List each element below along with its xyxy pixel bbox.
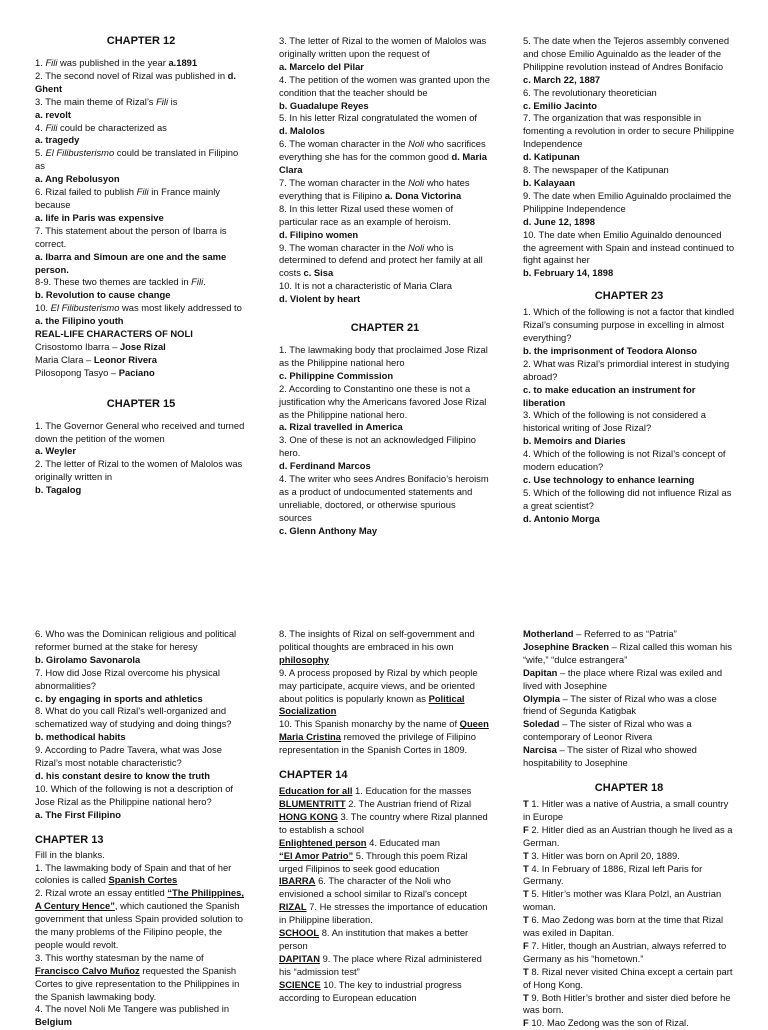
answer: c. Use technology to enhance learning (523, 474, 695, 485)
question: 8. In this letter Rizal used these women of particular race as an example of heroism. (279, 202, 454, 227)
answer: a. the Filipino youth (35, 315, 124, 327)
answer: d. Katipunan (523, 151, 580, 163)
question: 5. In his letter Rizal congratulated the women of (279, 112, 478, 124)
answer: b. the imprisonment of Teodora Alonso (523, 344, 697, 356)
question: 3. Which of the following is not considered a historical writing of Jose Rizal? (523, 409, 706, 434)
question: 3. The main theme of Rizal’s Fili is (35, 95, 178, 107)
term-item: Josephine Bracken – Rizal called this woman his “wife,” “dulce estrangera” (523, 640, 732, 665)
column-4 (35, 628, 247, 1029)
character-pair: Crisostomo Ibarra – Jose Rizal (35, 340, 166, 352)
question: 7. The woman character in the Noli who hates everything that is Filipino a. Dona Victorina (279, 176, 470, 201)
question: 1. Which of the following is not a factor that kindled Rizal’s consuming purpose in excelling in almost everything? (523, 306, 735, 344)
question: 6. The revolutionary theoretician (523, 86, 657, 98)
identification-item: “El Amor Patrio” 5. Through this poem Rizal urged Filipinos to seek good education (279, 849, 468, 874)
question: 3. One of these is not an acknowledged Filipino hero. (279, 434, 476, 459)
identification-item: IBARRA 6. The character of the Noli who envisioned a school similar to Rizal’s concept (279, 875, 467, 900)
answer: c. Glenn Anthony May (279, 524, 378, 536)
answer: Belgium (35, 1016, 72, 1028)
question: 4. The novel Noli Me Tangere was published in (35, 1003, 230, 1015)
chapter-15-heading: CHAPTER 15 (106, 397, 176, 410)
chapter-23-heading: CHAPTER 23 (594, 290, 664, 303)
question: 4. Which of the following is not Rizal’s concept of modern education? (523, 448, 726, 473)
character-pair: Maria Clara – Leonor Rivera (35, 353, 157, 365)
question: 1. The Governor General who received and turned down the petition of the women (35, 419, 245, 444)
question: 6. The woman character in the Noli who sacrifices everything she has for the common good d. Maria Clara (279, 138, 487, 176)
column-5 (279, 628, 491, 1004)
term-item: Narcisa – The sister of Rizal who showed hospitability to Josephine (523, 744, 697, 769)
question: 10. The date when Emilio Aguinaldo denounced the agreement with Spain and instead continued to fight against her (523, 228, 735, 266)
question: 1. The lawmaking body of Spain and that of her colonies is called Spanish Cortes (35, 861, 232, 886)
character-pair: Pilosopong Tasyo – Paciano (35, 366, 155, 378)
answer: c. to make education an instrument for liberation (523, 383, 696, 408)
question: 6. Rizal failed to publish Fili in France mainly because (35, 186, 220, 210)
question: 10. El Filibusterismo was most likely addressed to (35, 302, 242, 314)
answer: d. Filipino women (279, 228, 359, 240)
true-false-item: T 8. Rizal never visited China except a certain part of Hong Kong. (523, 965, 733, 990)
identification-item: DAPITAN 9. The place where Rizal administered his “admission test” (279, 952, 482, 977)
answer: b. Tagalog (35, 484, 82, 496)
answer: b. Revolution to cause change (35, 289, 171, 301)
question: 2. The letter of Rizal to the women of Malolos was originally written in (35, 458, 243, 483)
question: 2. Rizal wrote an essay entitled “The Philippines, A Century Hence”, which cautioned the Spanish government that unless Spain provided solution to the many problems of the Filipino people, the people would revolt. (35, 887, 244, 950)
column-1 (35, 35, 247, 497)
question: 3. The letter of Rizal to the women of Malolos was originally written upon the request of (279, 35, 487, 59)
answer: a. Marcelo del Pilar (279, 60, 364, 72)
term-item: Motherland – Referred to as “Patria” (523, 628, 677, 639)
answer: c. March 22, 1887 (523, 73, 601, 85)
chapter-13-heading: CHAPTER 13 (35, 833, 104, 846)
answer: b. Kalayaan (523, 176, 576, 188)
answer: d. his constant desire to know the truth (35, 769, 211, 781)
question: 6. Who was the Dominican religious and political reformer burned at the stake for heresy (35, 628, 237, 652)
question: 5. Which of the following did not influence Rizal as a great scientist? (523, 486, 732, 511)
question: 4. The writer who sees Andres Bonifacio’s heroism as a product of undocumented statements and unreliable, doctored, or otherwise spurious sources (279, 473, 489, 523)
answer: b. Memoirs and Diaries (523, 435, 626, 447)
answer: a. Rizal travelled in America (279, 421, 403, 433)
answer: b. February 14, 1898 (523, 267, 614, 279)
question: 10. It is not a characteristic of Maria Clara (279, 280, 452, 292)
question: 3. This worthy statesman by the name of Francisco Calvo Muñoz requested the Spanish Cortes to give representation to the Philippines in the Spanish lawmaking body. (35, 951, 240, 1002)
answer: a. revolt (35, 108, 71, 120)
question: 2. According to Constantino one these is not a justification why the Americans favored Jose Rizal as the Philippine national hero. (279, 382, 487, 420)
identification-item: RIZAL 7. He stresses the importance of education in Philippine liberation. (279, 901, 488, 926)
question: 10. Which of the following is not a description of Jose Rizal as the Philippine national hero? (35, 782, 234, 807)
answer: a. Ibarra and Simoun are one and the same person. (35, 250, 227, 275)
answer: d. Violent by heart (279, 293, 361, 305)
identification-item: SCHOOL 8. An institution that makes a better person (279, 927, 469, 951)
answer: c. by engaging in sports and athletics (35, 692, 203, 704)
answer: a. Weyler (35, 445, 76, 457)
term-item: Olympia – The sister of Rizal who was a close friend of Segunda Katigbak (523, 692, 717, 717)
answer: d. Antonio Morga (523, 512, 600, 524)
identification-item: Enlightened person 4. Educated man (279, 836, 441, 848)
question: 10. This Spanish monarchy by the name of Queen Maria Cristina removed the privilege of Filipino representation in the Spanish Cortes in 1809. (279, 718, 489, 756)
question: 7. The organization that was responsible in fomenting a revolution in order to secure Philippine Independence (523, 112, 735, 150)
answer: d. June 12, 1898 (523, 215, 595, 227)
chapter-12-heading: CHAPTER 12 (106, 35, 176, 47)
answer: d. Malolos (279, 125, 325, 137)
column-2 (279, 35, 491, 538)
answer: a. tragedy (35, 134, 80, 146)
true-false-item: T 4. In February of 1886, Rizal left Paris for Germany. (523, 862, 703, 887)
identification-item: HONG KONG 3. The country where Rizal planned to establish a school (279, 810, 488, 835)
question: 9. The woman character in the Noli who is determined to defend and protect her family at all costs c. Sisa (279, 241, 483, 279)
answer: a. The First Filipino (35, 808, 121, 820)
question: 8. The insights of Rizal on self-government and political thoughts are embraced in his own philosophy (279, 628, 475, 665)
question: 5. The date when the Tejeros assembly convened and chose Emilio Aguinaldo as the leader of the Philippine revolution instead of Andres Bonifacio (523, 35, 730, 72)
true-false-item: T 6. Mao Zedong was born at the time that Rizal was exiled in Dapitan. (523, 914, 724, 939)
answer: b. Girolamo Savonarola (35, 653, 141, 665)
question: 8-9. These two themes are tackled in Fili. (35, 276, 206, 288)
answer: b. methodical habits (35, 731, 126, 743)
identification-item: SCIENCE 10. The key to industrial progress according to European education (279, 978, 462, 1003)
column-6 (523, 628, 735, 1030)
answer: b. Guadalupe Reyes (279, 99, 369, 111)
true-false-item: F 10. Mao Zedong was the son of Rizal. (523, 1017, 689, 1029)
question: 2. The second novel of Rizal was published in d. Ghent (35, 69, 236, 94)
column-3 (523, 35, 735, 526)
true-false-item: F 2. Hitler died as an Austrian though he lived as a German. (523, 823, 733, 848)
chapter-18-heading: CHAPTER 18 (594, 781, 664, 794)
true-false-item: T 1. Hitler was a native of Austria, a small country in Europe (523, 797, 729, 822)
answer: c. Emilio Jacinto (523, 99, 597, 111)
real-life-characters-heading: REAL-LIFE CHARACTERS OF NOLI (35, 328, 193, 340)
question: 1. The lawmaking body that proclaimed Jose Rizal as the Philippine national hero (279, 344, 488, 368)
question: 7. How did Jose Rizal overcome his physical abnormalities? (35, 666, 220, 691)
identification-item: Education for all 1. Education for the masses (279, 785, 472, 797)
question: 9. A process proposed by Rizal by which people may participate, acquire views, and be oriented about politics is popularly known as Political Socialization (279, 666, 478, 717)
answer: d. Ferdinand Marcos (279, 460, 371, 472)
question: 4. The petition of the women was granted upon the condition that the teacher should be (279, 73, 490, 98)
question: 8. What do you call Rizal’s well-organized and schematized way of studying and doing things? (35, 705, 232, 730)
question: 8. The newspaper of the Katipunan (523, 164, 669, 176)
answer: a. Ang Rebolusyon (35, 173, 120, 185)
question: 9. The date when Emilio Aguinaldo proclaimed the Philippine Independence (523, 189, 732, 214)
term-item: Dapitan – the place where Rizal was exiled and lived with Josephine (523, 666, 723, 691)
chapter-21-heading: CHAPTER 21 (350, 322, 420, 335)
identification-item: BLUMENTRITT 2. The Austrian friend of Rizal (279, 797, 472, 809)
chapter-14-heading: CHAPTER 14 (279, 769, 348, 782)
instructions: Fill in the blanks. (35, 848, 105, 860)
question: 5. El Filibusterismo could be translated in Filipino as (35, 147, 239, 172)
question: 4. Fili could be characterized as (35, 121, 167, 133)
true-false-item: T 9. Both Hitler’s brother and sister died before he was born. (523, 991, 731, 1016)
question: 2. What was Rizal’s primordial interest in studying abroad? (523, 357, 730, 382)
true-false-item: T 5. Hitler’s mother was Klara Polzl, an Austrian woman. (523, 888, 722, 913)
answer: a. life in Paris was expensive (35, 211, 164, 223)
true-false-item: F 7. Hitler, though an Austrian, always referred to Germany as his “hometown.” (523, 939, 727, 964)
term-item: Soledad – The sister of Rizal who was a contemporary of Leonor Rivera (523, 718, 692, 743)
question: 1. Fili was published in the year a.1891 (35, 57, 198, 68)
question: 7. This statement about the person of Ibarra is correct. (35, 224, 227, 249)
true-false-item: T 3. Hitler was born on April 20, 1889. (523, 849, 680, 861)
question: 9. According to Padre Tavera, what was Jose Rizal’s most notable characteristic? (35, 744, 222, 769)
answer: c. Philippine Commission (279, 369, 394, 381)
